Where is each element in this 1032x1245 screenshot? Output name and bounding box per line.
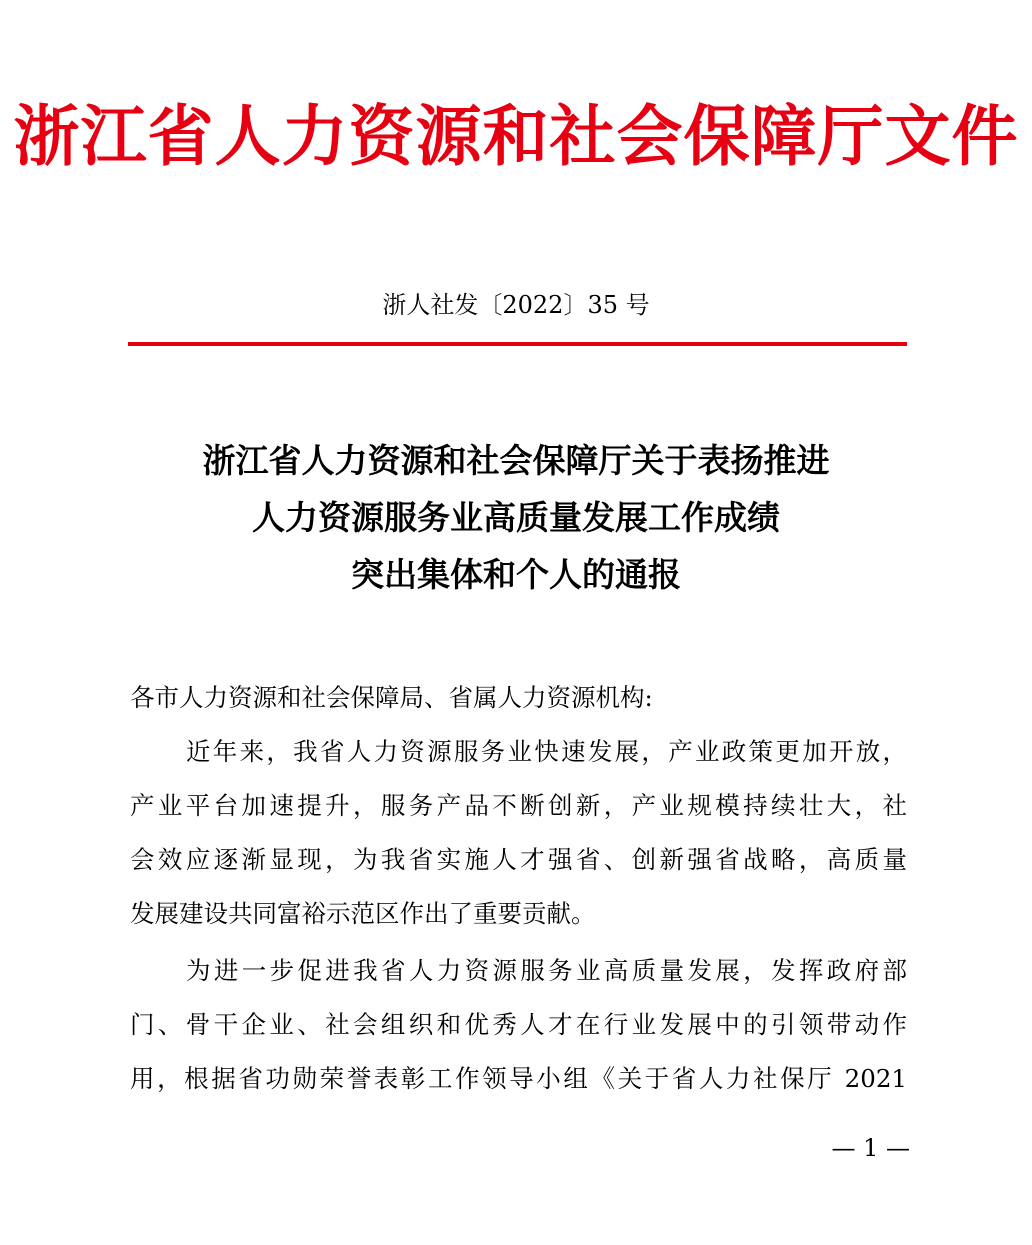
notice-title <box>0 432 1032 603</box>
paragraph-line: 产业平台加速提升，服务产品不断创新，产业规模持续壮大，社 <box>130 791 907 820</box>
document-header-title: 浙江省人力资源和社会保障厅文件 <box>13 98 1019 175</box>
page-number: — 1 — <box>831 1134 910 1162</box>
paragraph-line: 用，根据省功勋荣誉表彰工作领导小组《关于省人力社保厅 2021 <box>130 1064 907 1093</box>
notice-title-line: 人力资源服务业高质量发展工作成绩 <box>252 498 780 537</box>
paragraph-line: 会效应逐渐显现，为我省实施人才强省、创新强省战略，高质量 <box>130 845 907 874</box>
notice-title-line: 浙江省人力资源和社会保障厅关于表扬推进 <box>202 441 830 480</box>
addressee: 各市人力资源和社会保障局、省属人力资源机构: <box>130 683 653 712</box>
paragraph-line: 发展建设共同富裕示范区作出了重要贡献。 <box>130 899 596 928</box>
document-number: 浙人社发〔2022〕35 号 <box>382 291 650 319</box>
paragraph-line: 门、骨干企业、社会组织和优秀人才在行业发展中的引领带动作 <box>130 1010 907 1039</box>
paragraph-line: 为进一步促进我省人力资源服务业高质量发展，发挥政府部 <box>186 956 907 985</box>
paragraph-line: 近年来，我省人力资源服务业快速发展，产业政策更加开放， <box>186 737 907 766</box>
red-separator-line <box>128 342 907 346</box>
document-body <box>130 671 907 1106</box>
notice-title-line: 突出集体和个人的通报 <box>351 555 681 594</box>
